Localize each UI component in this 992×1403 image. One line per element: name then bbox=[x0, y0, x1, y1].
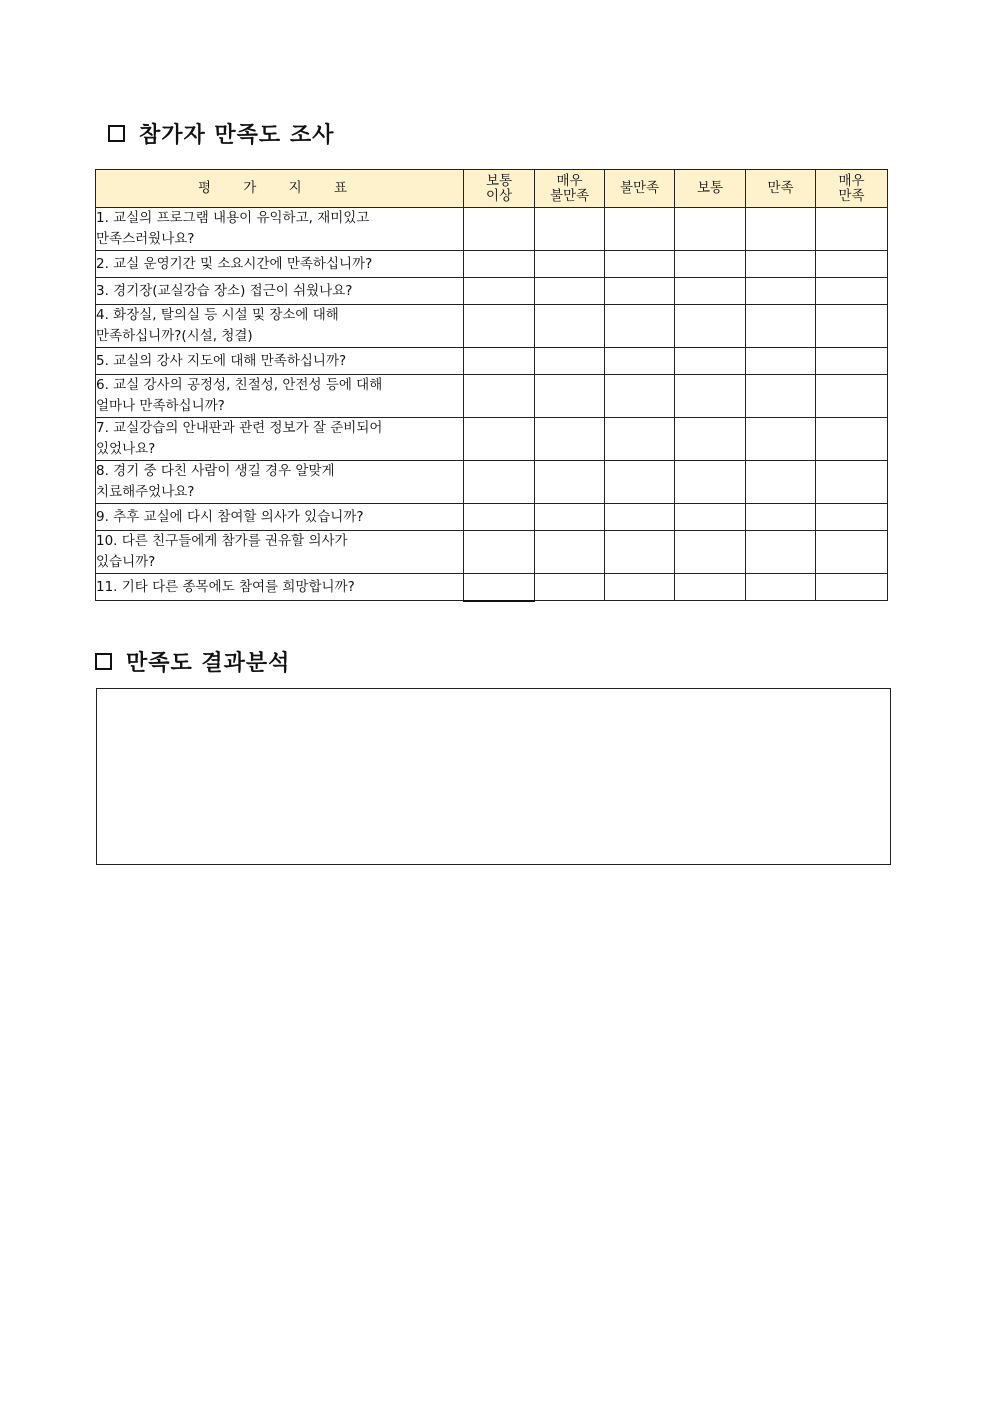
question-cell bbox=[96, 251, 464, 278]
answer-cell[interactable] bbox=[675, 278, 746, 305]
question-text: 9. 추후 교실에 다시 참여할 의사가 있습니까? bbox=[96, 508, 364, 525]
answer-cell[interactable] bbox=[816, 574, 888, 601]
answer-cell[interactable] bbox=[816, 305, 888, 348]
answer-cell[interactable] bbox=[675, 574, 746, 601]
question-cell bbox=[96, 278, 464, 305]
answer-cell[interactable] bbox=[675, 305, 746, 348]
answer-cell[interactable] bbox=[675, 504, 746, 531]
answer-cell[interactable] bbox=[464, 531, 535, 574]
question-text: 7. 교실강습의 안내판과 관련 정보가 잘 준비되어 있었나요? bbox=[96, 420, 383, 457]
answer-cell[interactable] bbox=[816, 375, 888, 418]
column-header-satisfied bbox=[746, 170, 816, 208]
answer-cell[interactable] bbox=[816, 208, 888, 251]
answer-cell[interactable] bbox=[535, 208, 605, 251]
header-line: 보통 bbox=[485, 172, 513, 189]
answer-cell[interactable] bbox=[464, 375, 535, 418]
question-text: 4. 화장실, 탈의실 등 시설 및 장소에 대해 만족하십니까?(시설, 청결) bbox=[96, 307, 339, 344]
answer-cell[interactable] bbox=[605, 305, 675, 348]
table-row bbox=[96, 375, 888, 418]
question-cell bbox=[96, 504, 464, 531]
answer-cell[interactable] bbox=[464, 461, 535, 504]
answer-cell[interactable] bbox=[464, 305, 535, 348]
answer-cell[interactable] bbox=[816, 278, 888, 305]
table-row bbox=[96, 251, 888, 278]
answer-cell[interactable] bbox=[816, 461, 888, 504]
checkbox-icon bbox=[108, 125, 125, 142]
answer-cell[interactable] bbox=[464, 574, 535, 601]
answer-cell[interactable] bbox=[605, 348, 675, 375]
answer-cell[interactable] bbox=[464, 348, 535, 375]
answer-cell[interactable] bbox=[746, 531, 816, 574]
answer-cell[interactable] bbox=[605, 418, 675, 461]
header-line: 불만족 bbox=[549, 187, 590, 204]
table-row bbox=[96, 574, 888, 601]
answer-cell[interactable] bbox=[675, 375, 746, 418]
question-text: 10. 다른 친구들에게 참가를 권유할 의사가 있습니까? bbox=[96, 533, 348, 570]
answer-cell[interactable] bbox=[675, 531, 746, 574]
answer-cell[interactable] bbox=[816, 418, 888, 461]
analysis-text-box[interactable] bbox=[96, 688, 891, 865]
answer-cell[interactable] bbox=[675, 251, 746, 278]
answer-cell[interactable] bbox=[746, 461, 816, 504]
answer-cell[interactable] bbox=[605, 375, 675, 418]
question-text: 5. 교실의 강사 지도에 대해 만족하십니까? bbox=[96, 352, 347, 369]
answer-cell[interactable] bbox=[746, 278, 816, 305]
answer-cell[interactable] bbox=[535, 531, 605, 574]
question-text: 8. 경기 중 다친 사람이 생길 경우 알맞게 치료해주었나요? bbox=[96, 463, 335, 500]
header-line: 매우 bbox=[556, 172, 583, 189]
answer-cell[interactable] bbox=[535, 418, 605, 461]
answer-cell[interactable] bbox=[535, 375, 605, 418]
answer-cell[interactable] bbox=[816, 504, 888, 531]
table-row bbox=[96, 504, 888, 531]
question-cell bbox=[96, 531, 464, 574]
answer-cell[interactable] bbox=[464, 278, 535, 305]
answer-cell[interactable] bbox=[535, 278, 605, 305]
answer-cell[interactable] bbox=[605, 278, 675, 305]
answer-cell[interactable] bbox=[535, 574, 605, 601]
answer-cell[interactable] bbox=[746, 375, 816, 418]
question-cell bbox=[96, 305, 464, 348]
answer-cell[interactable] bbox=[605, 251, 675, 278]
table-row bbox=[96, 348, 888, 375]
table-row bbox=[96, 278, 888, 305]
question-cell bbox=[96, 418, 464, 461]
table-row bbox=[96, 305, 888, 348]
header-line: 만족 bbox=[767, 180, 794, 196]
column-header-neutral bbox=[675, 170, 746, 208]
header-line: 매우 bbox=[838, 172, 865, 189]
table-header-row bbox=[96, 170, 888, 208]
question-cell bbox=[96, 574, 464, 601]
survey-title-text: 참가자 만족도 조사 bbox=[139, 122, 335, 148]
answer-cell[interactable] bbox=[675, 208, 746, 251]
satisfaction-survey-table bbox=[95, 169, 888, 602]
answer-cell[interactable] bbox=[746, 574, 816, 601]
table-row bbox=[96, 208, 888, 251]
survey-section-title bbox=[108, 118, 334, 149]
answer-cell[interactable] bbox=[746, 504, 816, 531]
checkbox-icon bbox=[95, 653, 112, 670]
answer-cell[interactable] bbox=[464, 504, 535, 531]
question-cell bbox=[96, 461, 464, 504]
answer-cell[interactable] bbox=[464, 208, 535, 251]
table-row bbox=[96, 461, 888, 504]
answer-cell[interactable] bbox=[746, 251, 816, 278]
table-row bbox=[96, 418, 888, 461]
answer-cell[interactable] bbox=[816, 531, 888, 574]
answer-cell[interactable] bbox=[675, 418, 746, 461]
answer-cell[interactable] bbox=[535, 504, 605, 531]
answer-cell[interactable] bbox=[605, 574, 675, 601]
answer-cell[interactable] bbox=[605, 461, 675, 504]
answer-cell[interactable] bbox=[816, 251, 888, 278]
answer-cell[interactable] bbox=[605, 504, 675, 531]
question-text: 6. 교실 강사의 공정성, 친절성, 안전성 등에 대해 얼마나 만족하십니까? bbox=[96, 377, 383, 414]
analysis-section-title bbox=[95, 646, 290, 677]
indicator-header: 평 가 지 표 bbox=[96, 170, 464, 208]
question-cell bbox=[96, 208, 464, 251]
header-line: 만족 bbox=[838, 187, 865, 204]
answer-cell[interactable] bbox=[535, 251, 605, 278]
answer-cell[interactable] bbox=[746, 305, 816, 348]
answer-cell[interactable] bbox=[746, 418, 816, 461]
answer-cell[interactable] bbox=[535, 461, 605, 504]
answer-cell[interactable] bbox=[746, 348, 816, 375]
answer-cell[interactable] bbox=[464, 251, 535, 278]
analysis-title-text: 만족도 결과분석 bbox=[126, 650, 291, 676]
answer-cell[interactable] bbox=[464, 418, 535, 461]
answer-cell[interactable] bbox=[816, 348, 888, 375]
header-line: 불만족 bbox=[619, 180, 660, 196]
question-cell bbox=[96, 375, 464, 418]
answer-cell[interactable] bbox=[535, 348, 605, 375]
answer-cell[interactable] bbox=[675, 461, 746, 504]
answer-cell[interactable] bbox=[605, 531, 675, 574]
question-cell bbox=[96, 348, 464, 375]
column-header-very-dissatisfied bbox=[535, 170, 605, 208]
question-text: 2. 교실 운영기간 및 소요시간에 만족하십니까? bbox=[96, 255, 373, 272]
question-text: 11. 기타 다른 종목에도 참여를 희망합니까? bbox=[96, 578, 355, 595]
answer-cell[interactable] bbox=[605, 208, 675, 251]
column-header-dissatisfied bbox=[605, 170, 675, 208]
header-line: 보통 bbox=[696, 180, 724, 196]
column-header-very-satisfied bbox=[816, 170, 888, 208]
question-text: 1. 교실의 프로그램 내용이 유익하고, 재미있고 만족스러웠나요? bbox=[96, 210, 370, 247]
answer-cell[interactable] bbox=[746, 208, 816, 251]
answer-cell[interactable] bbox=[535, 305, 605, 348]
header-line: 이상 bbox=[485, 187, 513, 204]
question-text: 3. 경기장(교실강습 장소) 접근이 쉬웠나요? bbox=[96, 282, 353, 299]
table-row bbox=[96, 531, 888, 574]
column-header-above-average bbox=[464, 170, 535, 208]
survey-table-body bbox=[96, 208, 888, 601]
answer-cell[interactable] bbox=[675, 348, 746, 375]
